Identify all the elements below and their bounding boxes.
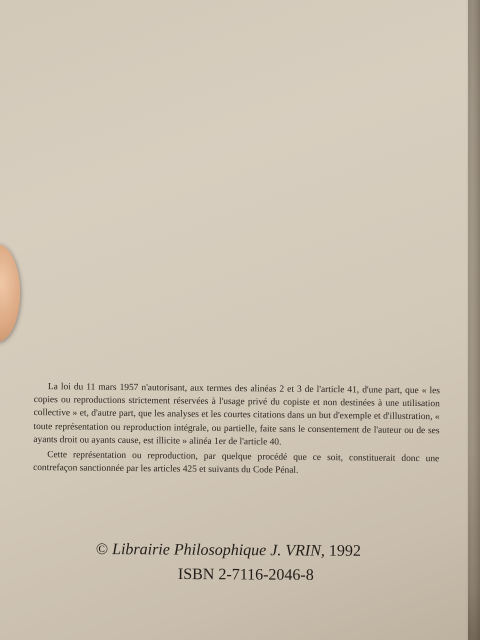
- copyright-symbol: ©: [95, 541, 109, 559]
- legal-notice: [33, 381, 440, 480]
- publisher-name: Librairie Philosophique J. VRIN,: [112, 541, 326, 560]
- isbn-number: ISBN 2-7116-2046-8: [177, 566, 314, 584]
- page-edge-shadow: [466, 0, 480, 640]
- copyright-line: [96, 541, 426, 561]
- copyright-year: 1992: [328, 542, 362, 560]
- legal-paragraph-1: La loi du 11 mars 1957 n'autorisant, aux termes des alinéas 2 et 3 de l'article 41, d'une part, que « les copies ou reproductions strictement réservées à l'usage privé du copiste et non destinées à une utilisation collective » et, d'autre part, que les analyses et les courtes citations dans un but d'exemple et d'illustration, « toute représentation ou reproduction intégrale, ou partielle, faite sans le consentement de l'auteur ou de ses ayants droit ou ayants cause, est illicite » alinéa 1er de l'article 40.: [33, 382, 440, 448]
- legal-paragraph-2: Cette représentation ou reproduction, par quelque procédé que ce soit, constituerait donc une contrefaçon sanctionnée par les articles 425 et suivants du Code Pénal.: [33, 450, 440, 476]
